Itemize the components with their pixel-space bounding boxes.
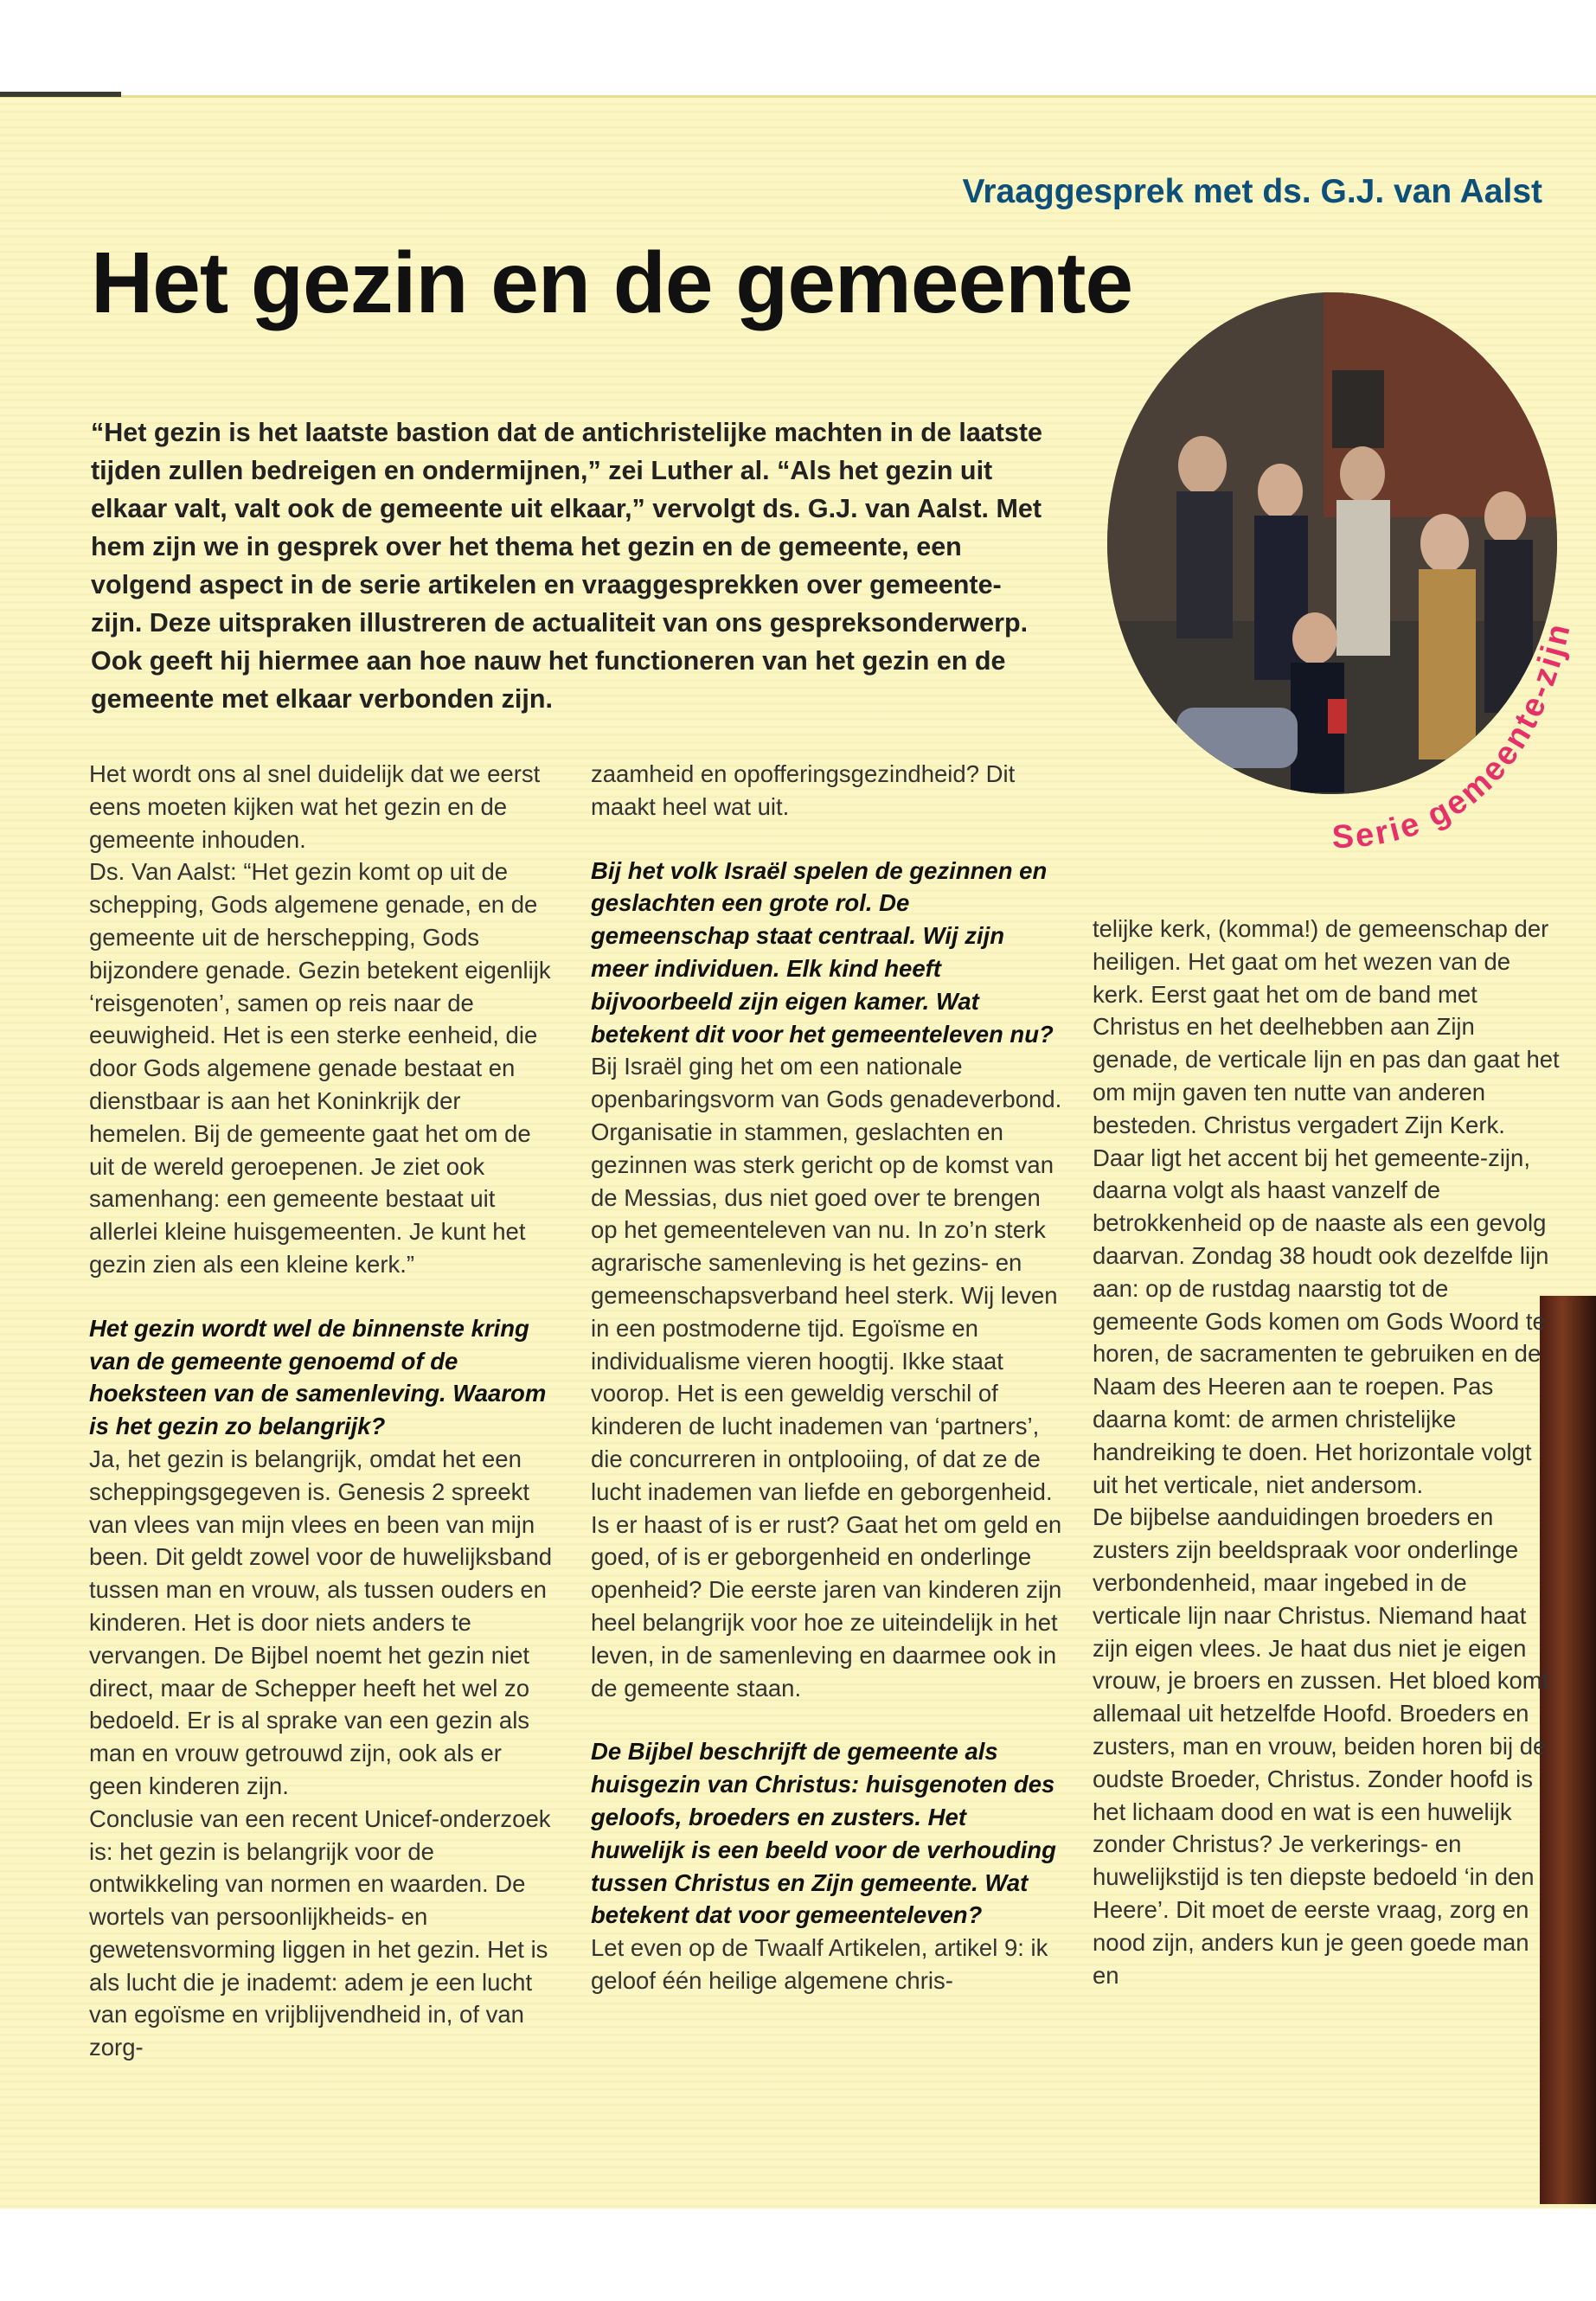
paragraph: Ds. Van Aalst: “Het gezin komt op uit de schepping, Gods algemene genade, en de gemeente uit de herschepping, Gods bijzondere genade. Gezin betekent eigenlijk ‘reisgenoten’, samen op reis naar de eeuwigheid. Het is een sterke eenheid, die door Gods algemene genade bestaat en dienstbaar is aan het Koninkrijk der hemelen. Bij de gemeente gaat het om de uit de wereld geroepenen. Je ziet ook samenhang: een gemeente bestaat uit allerlei kleine huisgemeenten. Je kunt het gezin zien als een kleine kerk.” <box>89 858 551 1278</box>
paragraph: Let even op de Twaalf Artikelen, artikel 9: ik geloof één heilige algemene chris- <box>591 1934 1048 1994</box>
interview-question: Het gezin wordt wel de binnenste kring van de gemeente genoemd of de hoeksteen van de samenleving. Waarom is het gezin zo belangrijk? <box>89 1314 547 1440</box>
paragraph: zaamheid en opofferingsgezindheid? Dit maakt heel wat uit. <box>591 760 1016 820</box>
article-title: Het gezin en de gemeente <box>91 234 1133 331</box>
series-label <box>1331 619 1578 856</box>
interview-question: Bij het volk Israël spelen de gezinnen en geslachten een grote rol. De gemeenschap staat centraal. Wij zijn meer individuen. Elk kind heeft bijvoorbeeld zijn eigen kamer. Wat betekent dit voor het gemeenteleven nu? <box>591 856 1054 1048</box>
paragraph: Bij Israël ging het om een nationale openbaringsvorm van Gods genadeverbond. Organisatie in stammen, geslachten en gezinnen was sterk gericht op de komst van de Messias, dus niet goed over te brengen op het gemeenteleven van nu. In zo’n sterk agrarische samenleving is het gezins- en gemeenschapsverband heel sterk. Wij leven in een postmoderne tijd. Egoïsme en individualisme vieren hoogtij. Ikke staat voorop. Het is een geweldig verschil of kinderen de lucht inademen van ‘partners’, die concurreren in ontplooiing, of dat ze de lucht inademen van liefde en geborgenheid. Is er haast of is er rust? Gaat het om geld en goed, of is er geborgenheid en onderlinge openheid? Die eerste jaren van kinderen zijn heel belangrijk voor hoe ze uiteindelijk in het leven, in de samenleving en daarmee ook in de gemeente staan. <box>591 1053 1062 1702</box>
body-column-3 <box>1093 913 1560 1991</box>
body-column-1 <box>89 758 561 2064</box>
series-label-text: Serie gemeente-zijn <box>1330 618 1579 856</box>
paragraph: De bijbelse aanduidingen broeders en zusters zijn beeldspraak voor onderlinge verbondenheid, maar ingebed in de verticale lijn naar Christus. Niemand haat zijn eigen vlees. Je haat dus niet je eigen vrouw, je broers en zussen. Het bloed komt allemaal uit hetzelfde Hoofd. Broeders en zusters, man en vrouw, beiden horen bij de oudste Broeder, Christus. Zonder hoofd is het lichaam dood en wat is een huwelijk zonder Christus? Je verkerings- en huwelijkstijd is ten diepste bedoeld ‘in den Heere’. Dit moet de eerste vraag, zorg en nood zijn, anders kun je geen goede man en <box>1093 1503 1549 1989</box>
series-label-arc <box>1298 484 1596 865</box>
page-edge-bar <box>0 92 121 97</box>
paragraph: telijke kerk, (komma!) de gemeenschap der heiligen. Het gaat om het wezen van de kerk. Eerst gaat het om de band met Christus en het deelhebben aan Zijn genade, de verticale lijn en pas dan gaat het om mijn gaven ten nutte van anderen besteden. Christus vergadert Zijn Kerk. Daar ligt het accent bij het gemeente-zijn, daarna volgt als haast vanzelf de betrokkenheid op de naaste als een gevolg daarvan. Zondag 38 houdt ook dezelfde lijn aan: op de rustdag naarstig tot de gemeente Gods komen om Gods Woord te horen, de sacramenten te gebruiken en de Naam des Heeren aan te roepen. Pas daarna komt: de armen christelijke handreiking te doen. Het horizontale volgt uit het verticale, niet andersom. <box>1093 915 1560 1498</box>
body-column-2 <box>591 758 1062 1997</box>
paragraph: Ja, het gezin is belangrijk, omdat het een scheppingsgegeven is. Genesis 2 spreekt van vlees van mijn vlees en been van mijn been. Dit geldt zowel voor de huwelijksband tussen man en vrouw, als tussen ouders en kinderen. Het is door niets anders te vervangen. De Bijbel noemt het gezin niet direct, maar de Schepper heeft het wel zo bedoeld. Er is al sprake van een gezin als man en vrouw getrouwd zijn, ook als er geen kinderen zijn. <box>89 1445 553 1799</box>
paragraph: Het wordt ons al snel duidelijk dat we eerst eens moeten kijken wat het gezin en de gemeente inhouden. <box>89 760 541 853</box>
article-kicker: Vraaggesprek met ds. G.J. van Aalst <box>962 173 1542 210</box>
paragraph: Conclusie van een recent Unicef-onderzoek is: het gezin is belangrijk voor de ontwikkeling van normen en waarden. De wortels van persoonlijkheids- en gewetensvorming liggen in het gezin. Het is als lucht die je inademt: adem je een lucht van egoïsme en vrijblijvendheid in, of van zorg- <box>89 1804 551 2061</box>
article-intro: “Het gezin is het laatste bastion dat de antichristelijke machten in de laatste tijden zullen bedreigen en ondermijnen,” zei Luther al. “Als het gezin uit elkaar valt, valt ook de gemeente uit elkaar,” vervolgt ds. G.J. van Aalst. Met hem zijn we in gesprek over het thema het gezin en de gemeente, een volgend aspect in de serie artikelen en vraaggesprekken over gemeente-zijn. Deze uitspraken illustreren de actualiteit van ons gespreksonderwerp. Ook geeft hij hiermee aan hoe nauw het functioneren van het gezin en de gemeente met elkaar verbonden zijn. <box>91 418 1042 714</box>
interview-question: De Bijbel beschrijft de gemeente als huisgezin van Christus: huisgenoten des geloofs, broeders en zusters. Het huwelijk is een beeld voor de verhouding tussen Christus en Zijn gemeente. Wat betekent dat voor gemeenteleven? <box>591 1738 1056 1929</box>
